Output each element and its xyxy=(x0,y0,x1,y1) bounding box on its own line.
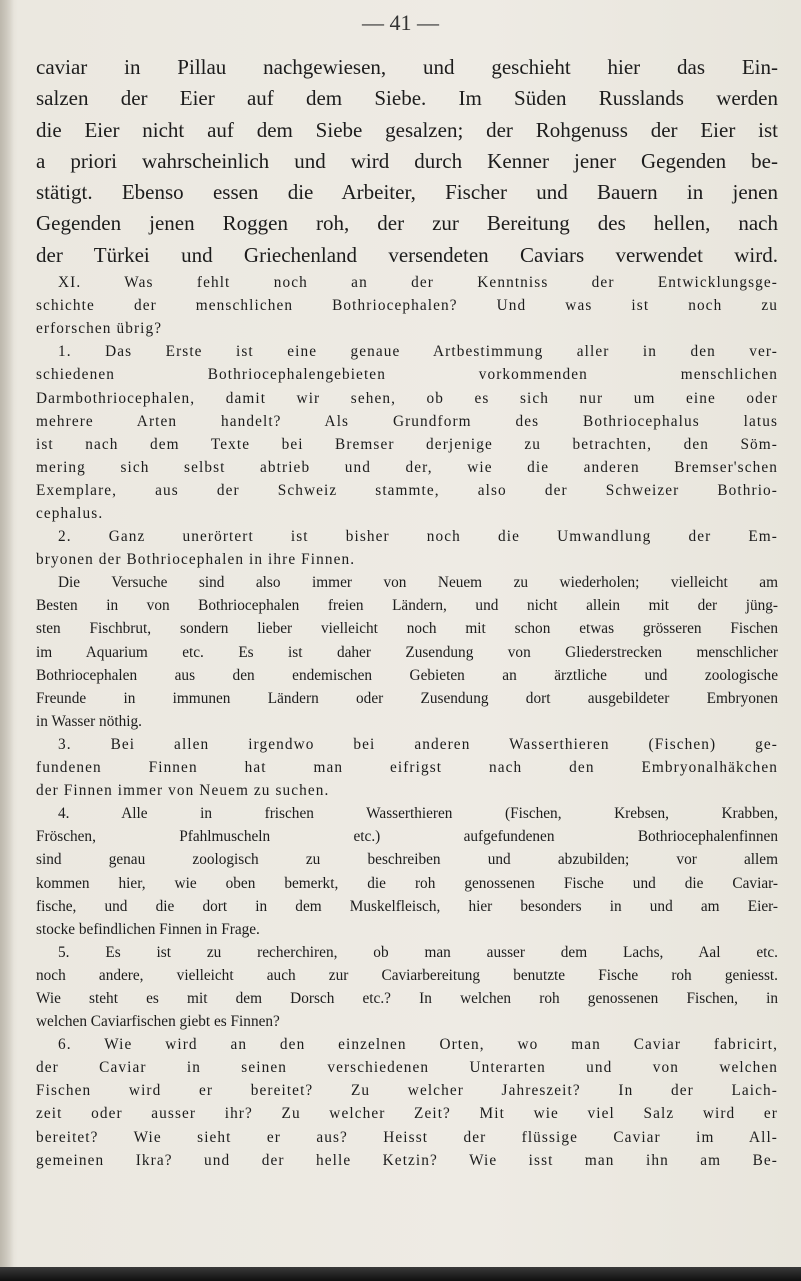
text-line: Freunde in immunen Ländern oder Zusendung dort ausgebildeter Embryonen xyxy=(36,689,778,707)
paragraph-experiments xyxy=(36,571,778,733)
spine-shadow xyxy=(0,0,14,1281)
text-line: 1. Das Erste ist eine genaue Artbestimmung aller in den ver- xyxy=(58,343,778,361)
text-line: Exemplare, aus der Schweiz stammte, also der Schweizer Bothrio- xyxy=(36,481,778,499)
text-line: stätigt. Ebenso essen die Arbeiter, Fischer und Bauern in jenen xyxy=(36,180,778,205)
list-item-2 xyxy=(36,525,778,571)
text-line: mering sich selbst abtrieb und der, wie die anderen Bremser'schen xyxy=(36,458,778,476)
text-line: in Wasser nöthig. xyxy=(36,712,142,730)
text-line: zeit oder ausser ihr? Zu welcher Zeit? Mit wie viel Salz wird er xyxy=(36,1105,778,1123)
text-line: sind genau zoologisch zu beschreiben und abzubilden; vor allem xyxy=(36,851,778,869)
text-line: Wie steht es mit dem Dorsch etc.? In welchen roh genossenen Fischen, in xyxy=(36,989,778,1007)
text-line: bryonen der Bothriocephalen in ihre Finnen. xyxy=(36,551,356,569)
text-line: 3. Bei allen irgendwo bei anderen Wasserthieren (Fischen) ge- xyxy=(58,735,778,753)
text-line: die Eier nicht auf dem Siebe gesalzen; der Rohgenuss der Eier ist xyxy=(36,117,778,142)
text-line: im Aquarium etc. Es ist daher Zusendung von Gliederstrecken menschlicher xyxy=(36,643,778,661)
list-item-3 xyxy=(36,733,778,802)
text-line: der Türkei und Griechenland versendeten Caviars verwendet wird. xyxy=(36,242,778,267)
text-line: Darmbothriocephalen, damit wir sehen, ob es sich nur um eine oder xyxy=(36,389,778,407)
text-line: cephalus. xyxy=(36,505,104,523)
text-line: Fischen wird er bereitet? Zu welcher Jahreszeit? In der Laich- xyxy=(36,1082,778,1100)
list-item-5 xyxy=(36,941,778,1033)
text-line: stocke befindlichen Finnen in Frage. xyxy=(36,920,260,938)
text-line: ist nach dem Texte bei Bremser derjenige zu betrachten, den Söm- xyxy=(36,435,778,453)
list-item-1 xyxy=(36,340,778,525)
text-line: welchen Caviarfischen giebt es Finnen? xyxy=(36,1013,280,1031)
page-bottom-edge xyxy=(0,1267,801,1281)
text-line: Gegenden jenen Roggen roh, der zur Bereitung des hellen, nach xyxy=(36,211,778,236)
text-line: Besten in von Bothriocephalen freien Ländern, und nicht allein mit der jüng- xyxy=(36,597,778,615)
text-line: Die Versuche sind also immer von Neuem zu wiederholen; vielleicht am xyxy=(58,574,778,592)
list-item-6 xyxy=(36,1033,778,1172)
text-line: noch andere, vielleicht auch zur Caviarbereitung benutzte Fische roh geniesst. xyxy=(36,966,778,984)
section-xi-heading xyxy=(36,271,778,340)
text-line: salzen der Eier auf dem Siebe. Im Süden Russlands werden xyxy=(36,86,778,111)
text-line: mehrere Arten handelt? Als Grundform des Bothriocephalus latus xyxy=(36,412,778,430)
text-line: 4. Alle in frischen Wasserthieren (Fischen, Krebsen, Krabben, xyxy=(58,805,778,823)
text-line: fundenen Finnen hat man eifrigst nach den Embryonalhäkchen xyxy=(36,759,778,777)
text-line: sten Fischbrut, sondern lieber vielleicht noch mit schon etwas grösseren Fischen xyxy=(36,620,778,638)
paragraph-caviar-intro xyxy=(36,52,778,271)
text-line: kommen hier, wie oben bemerkt, die roh genossenen Fische und die Caviar- xyxy=(36,874,778,892)
text-line: 6. Wie wird an den einzelnen Orten, wo man Caviar fabricirt, xyxy=(58,1036,778,1054)
body-text xyxy=(36,52,778,1172)
text-line: caviar in Pillau nachgewiesen, und geschieht hier das Ein- xyxy=(36,55,778,79)
text-line: der Finnen immer von Neuem zu suchen. xyxy=(36,782,330,800)
text-line: Fröschen, Pfahlmuscheln etc.) aufgefundenen Bothriocephalenfinnen xyxy=(36,828,778,846)
text-line: Bothriocephalen aus den endemischen Gebieten an ärztliche und zoologische xyxy=(36,666,778,684)
text-line: gemeinen Ikra? und der helle Ketzin? Wie isst man ihn am Be- xyxy=(36,1151,778,1169)
text-line: 5. Es ist zu recherchiren, ob man ausser dem Lachs, Aal etc. xyxy=(58,943,778,961)
text-line: der Caviar in seinen verschiedenen Unterarten und von welchen xyxy=(36,1059,778,1077)
page-number: — 41 — xyxy=(362,10,439,35)
text-line: fische, und die dort in dem Muskelfleisch, hier besonders in und am Eier- xyxy=(36,897,778,915)
text-line: bereitet? Wie sieht er aus? Heisst der flüssige Caviar im All- xyxy=(36,1128,778,1146)
text-line: schichte der menschlichen Bothriocephalen? Und was ist noch zu xyxy=(36,297,778,315)
text-line: XI. Was fehlt noch an der Kenntniss der Entwicklungsge- xyxy=(58,274,778,292)
text-line: 2. Ganz unerörtert ist bisher noch die Umwandlung der Em- xyxy=(58,528,778,546)
text-line: schiedenen Bothriocephalengebieten vorkommenden menschlichen xyxy=(36,366,778,384)
text-line: a priori wahrscheinlich und wird durch Kenner jener Gegenden be- xyxy=(36,148,778,173)
list-item-4 xyxy=(36,802,778,941)
text-line: erforschen übrig? xyxy=(36,320,163,338)
